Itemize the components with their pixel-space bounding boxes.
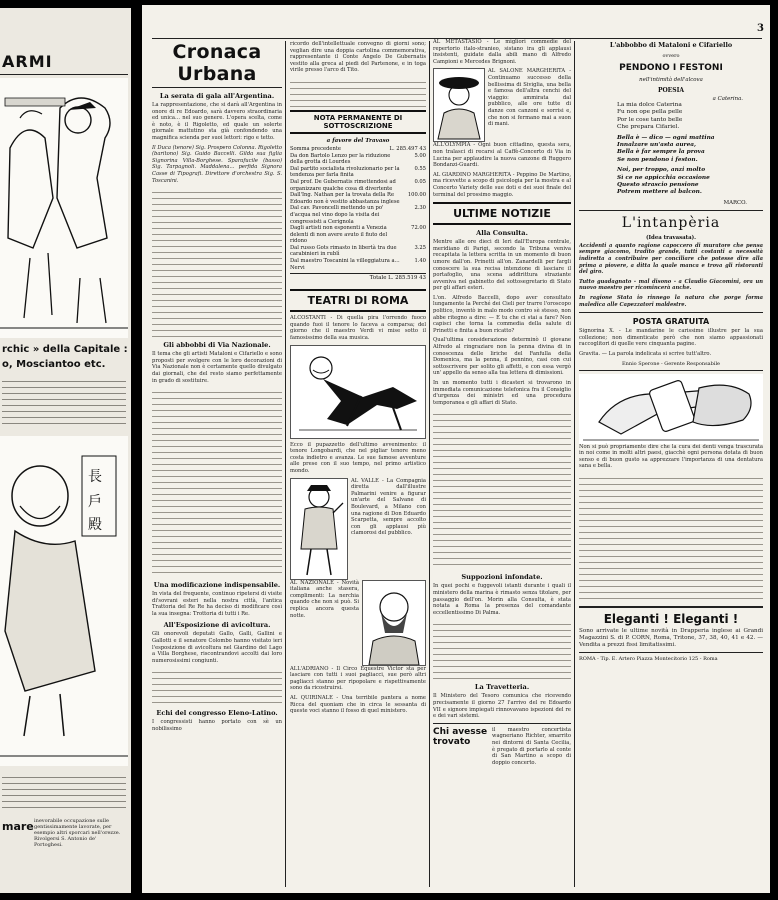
text-body-continuation [152, 387, 282, 577]
left-page-rule [0, 74, 128, 75]
article-text: Mentre alle ore dieci di Ieri dall'Europa centrale, meridiano di Parigi, secondo la Tribuna veniva recapitata la lettera scritta in un momento di buon umore dall'on. Prinetti all'on. Zanardelli per fargli conoscere la sua recisa intenzione di lasciare il portafoglio, una scena addirittura straziante avveniva nel gabinetto del sottosegretario di Stato per gli affari esteri. [433, 239, 571, 292]
article-heading: Suppozioni infondate. [461, 573, 543, 582]
subscription-row: Dall'Ing. Nathan per la trovata della Re Edoardo non è vestito abbastanza inglese 100.00 [290, 192, 426, 205]
actor-caricature-illustration [290, 478, 348, 580]
left-page-cartoon-top [0, 78, 128, 338]
poem-line: Questo strascio pensione [617, 182, 699, 189]
article-heading: Alla Consulta. [476, 229, 528, 238]
poem-subtitle: nell'intimità dell'alcova [639, 77, 703, 83]
text-body-continuation [152, 187, 282, 337]
left-page-bottom-heading: mare [2, 820, 34, 833]
toothpaste-hand-illustration [579, 374, 763, 444]
article-text: La rappresentazione, che si darà all'Argentina in onore di re Edoardo, sarà davvero straordinaria ed unica... nel suo genere. L'opera scelta, come è noto, è il Rigoletto, ed quale un solerte giornale mattutino sta già confondendo una magnifica scienda per suoi lettori: rigo e tetto. [152, 102, 282, 141]
poem-stanzas [579, 102, 763, 197]
poem-title-heading: PENDONO I FESTONI [619, 63, 723, 73]
article-heading: Gli abbobbi di Via Nazionale. [163, 341, 271, 350]
poem-dedication: a Caterina. [712, 96, 743, 102]
article-text: In quei pochi e fuggevoli istanti durante i quali il ministero della marina è rimasto senza titolare, per passaggio dell'on. Morin alla Consulta, è stata notata a Roma la presenza del comandante eccellentissimo Di Palma. [433, 583, 571, 616]
svg-text:戶: 戶 [88, 494, 102, 510]
teatri-heading: TEATRI DI ROMA [290, 289, 426, 312]
article-text: AL QUIRINALE - Una terribile pantera a nome Ricca del quoniam che in circa le sessanta di queste voci stanno il fosso di quel ministero. [290, 694, 426, 715]
article-text: Tutto guadagnato - mal disono - a Claudio Giacomini, ora un nuovo maestro per ricomincerà anche. [579, 278, 763, 292]
newspaper-page [142, 5, 770, 893]
svg-text:殿: 殿 [88, 517, 102, 533]
poem-line: Bella è far sempre la prova [617, 149, 705, 156]
svg-text:長: 長 [88, 469, 102, 485]
subscription-row: Dal cav. Pavoncelli mettendo un po' d'acqua nel vino dopo la visita dei congressisti a Cerignola 2.30 [290, 205, 426, 225]
eleganti-heading: Eleganti ! Eleganti ! [603, 611, 739, 626]
left-page-text-block [2, 376, 126, 426]
text-body-continuation [433, 619, 571, 679]
intanperia-subheading: (Idea travasata). [645, 234, 697, 241]
margherita-section [433, 68, 571, 142]
subscription-row: Dagli artisti non esponenti a Venezia delenti di non avere avuto il fiuto del ridono 72.00 [290, 225, 426, 245]
poem-line: Fu non ope pella pelle [617, 109, 683, 116]
tenor-caricature-illustration [290, 345, 426, 439]
article-heading: La serata di gala all'Argentina. [159, 92, 275, 100]
article-text: AL SALONE MARGHERITA - Continuamo successo della bellissima di Siviglia, una bella e famosa dell'altra cenchi del viaggio: ammirata dal pubblico, alle ore tutte di danze con canzoni e sorrisi e, che non si fermano mai a suon di mani. [488, 68, 571, 128]
article-text: AL METASTASIO - Le migliori commedie del repertorio italo-stranieo, sistano ira gli applausi insistenti, guidate dalla abili mano di Alfredo Campioni e Mercedes Brignoni. [433, 39, 571, 65]
valle-section [290, 478, 426, 580]
notice-text: il maestro concertista wagneriano Richter, smarrito nei dintorni di Santa Cecilia, è pregato di portarlo al conte di San Martino a scopo di doppio concerto. [492, 726, 571, 766]
left-page-cartoon-bottom [0, 436, 128, 766]
article-text: In un momento tutti i dicasteri si trovarono in immediata comunicazione telefonica fra il Consiglio d'urgenza dei ministri ed una procedura temporanea e gli affari di Stato. [433, 380, 571, 406]
left-page-bottom-text: inevorabile occupazione sulle gentissimamente lavorate, per esempio altri sporcari nell'orezze. Rivolgersi S. Antonio de' Portoghesi. [34, 818, 121, 848]
page-number: 3 [757, 23, 764, 34]
subscription-heading: NOTA PERMANENTE DI SOTTOSCRIZIONE [290, 110, 426, 134]
gerente-line: Ennio Sperone - Gerente Responsabile [621, 360, 721, 367]
article-heading: All'Esposizione di avicoltura. [163, 621, 271, 630]
poem-line: Noi, per troppo, anzi molto [617, 167, 706, 174]
posta-gratuita-heading: POSTA GRATUITA [632, 317, 710, 327]
section-title: Cronaca Urbana [172, 41, 262, 85]
text-body-continuation [433, 409, 571, 569]
poem-line: La mia dolce Caterina [617, 102, 682, 108]
column-divider [429, 41, 430, 887]
column-ultime-notizie [433, 35, 571, 887]
poem-section-heading: L'abbobbo di Mataloni e Cifariello [609, 41, 733, 49]
article-text: AL NAZIONALE - Novità italiana anche stasera, complimenti: La nerchia quando che non si può. Si replica ancora questa notte. [290, 579, 359, 619]
column-poesia-posta [579, 35, 763, 887]
subscription-list [290, 146, 426, 281]
printer-imprint: ROMA - Tip. E. Artero Piazza Montecitorio 125 - Roma [579, 655, 718, 662]
article-text: Ecco il pupazzetto dell'ultimo avvenimento: il tenore Longobardi, che nel pigliar tenore meno costa indietro e avanza. Le sue famose avventure alle prese con il suo tempo, nel primo artistico mondo. [290, 441, 426, 474]
adjacent-page-fragment [0, 8, 131, 893]
subscription-row: Da don Bartolo Lenzo per la riduzione della grotta di Lourdes 5.00 [290, 152, 426, 166]
left-page-heading-2: rchic » della Capitale : [2, 344, 128, 355]
poem-line: Bella è — dico — ogni mattina [617, 134, 715, 141]
poem-line: Se non pendono i feston. [617, 156, 698, 163]
subscription-total: Totale L. 285.519 43 [290, 273, 426, 281]
column-sottoscrizione-teatri [290, 35, 426, 887]
poem-line: Innalzare un'asta aurea, [617, 142, 697, 149]
poem-signature: MARCO. [723, 199, 747, 206]
article-text: ricordo dell'intellettuale convegno di giorni sono; veglian dire una doppia cartolina commemorativa, rappresentante il Conte Angelo De Gubernatis vestito alla greca al piedi del Partenone, e in toga virile presso l'arco di Tito. [290, 41, 426, 74]
article-text: Il tema che gli artisti Mataloni e Cifariello e sono proposti per svolgere con le loro decorazioni di Via Nazionale non è certamente quello divulgato dai giornali, che del resto siamo perfettamente in grado di sostituire. [152, 351, 282, 384]
article-text: I congressisti hanno portato con sè un nobilissimo [152, 719, 282, 733]
intanperia-heading: L'intanpèria [621, 214, 721, 231]
column-divider [285, 41, 286, 887]
notice-heading: Chi avesse trovato [433, 726, 488, 747]
article-text: Gravita. — La parola indelicata si scrive tutt'altro. [579, 351, 712, 357]
left-page-heading: ARMI [2, 52, 53, 71]
article-text: Il Duca (tenore) Sig. Prospero Colonna. Rigoletto (baritono) Sig. Guido Baccelli. Gilda sua figlia Signorina Villa-Borghese. Sparafucile (basso) Sig. Tarpagnoli. Maddalena... perfida Signora Casse di Tipografi. Direttore d'orchestra Sig. S. Toscanini. [152, 144, 282, 184]
text-body-continuation [290, 77, 426, 107]
nazionale-section [290, 580, 426, 666]
article-text: ALL'ADRIANO - Il Circo Equestre Victor sta per lasciare con tutti i suoi pagliacci, sue però altri pagliacci stanno per ripopolare e rispettivamente sono da ricostruirsi. [290, 665, 426, 692]
poem-line: Sì ce ne appicchia occasione [617, 174, 710, 181]
article-text: Gli onorevoli deputati Gallo, Galli, Gallini e Gallotti e il senatore Colombo hanno visitato ieri l'esposizione di avicoltura nel Giardino del Lago a Villa Borghese, riscontrandovi accolti dai loro numerosissimi congiunti. [152, 631, 282, 664]
poem-line: Che prepara Cifariel. [617, 124, 680, 131]
article-text: In ragione Stata io rinnego la natura che porge forma maledica alle Capezzatori maldestre. [579, 295, 763, 308]
article-text: Qual'ultima considerazione determinò il giovane Alfredo al ringraziare non la penna divina di in conoscenza delle liriche del Fanfulla della Domenica, ma la penna, il pennino, casi con cui sottoscrivere per solito gli affetti, e con essa vergò un' appello da senso alla tua lettera di dimissioni. [433, 337, 571, 377]
article-text: In vista del frequente, continuo ripetersi di visite di'sovrani esteri nella nostra città, l'antica Trattoria del Re Re ha deciso di modificare così la sua insegna: Trottoria di tutti i Re. [152, 591, 282, 617]
subscription-row: Dal maestro Toscanini la villeggiatura a... Nervi 1.40 [290, 258, 426, 271]
poem-line: Potrem mettere al balcon. [617, 189, 702, 196]
article-text: Signorina X. - Le mandarine le carissime illustre per la sua collezione; non dimenticate però che non siamo appassionati raccoglitori di quelle vere cinquanta pagine. [579, 328, 763, 348]
advertisement-text: Sono arrivate le ultime novità in Drapperia inglese ai Grandi Magazzini S. di P. CORN, Roma, Tritone, 37, 38, 40, 41 e 42. — Vendita a prezzi fissi limitatissimi. [579, 627, 763, 648]
article-text: Accidenti a quanto ragione capoccero di muratore che pensa sempre giacomo, tradito grande, tutti costanti a necessità indiretta a contribuire per conciliare che potesse dire alla prima a piovere, a ditta la quale manca e trova gli ristoranti del giro. [579, 242, 763, 276]
article-text: L'on. Alfredo Baccelli, dopo aver consultato lungamente la Perché dei Cieli per trarre l'oroscopo politico, inventò in malo modo contro sè stesso, non abbe ritegno a dire: — E tu che ci stai a fare? Non capisci che torna la commedia della salute di Prinetti e finita a buon ricatto? [433, 294, 571, 334]
article-text: AL GIARDINO MARGHERITA - Peppino De Martino, ma ricevette a scopo di psicologia per la mostra e al Concerto Variety delle sue doti e dei suoi finale del terminal del prossimo maggio. [433, 171, 571, 198]
subscription-row: Dal prof. De Gubernatis rimettendosi ad organizzare qualche cosa di divertente 0.05 [290, 178, 426, 192]
article-heading: La Travetteria. [474, 683, 530, 692]
subscription-subheading: a favore del Travaso [326, 137, 390, 144]
article-text: AL VALLE - La Compagnia diretta dall'illustre Palmarini venire a figurar un'arte del Salvane di Boulevard, a Milano con una ragione di Don Eduardo Scarpetta, sempre accolto con gli applausi più clamorosi del pubblico. [351, 477, 426, 537]
left-page-text-block-2 [2, 772, 126, 812]
article-heading: Una modificazione indispensabile. [153, 581, 281, 590]
column-divider [574, 41, 575, 887]
subscription-row: Dal partito socialista rivoluzionario per la tendenza per farla finita 0.55 [290, 165, 426, 179]
poem-ovvero: ovvero [662, 53, 680, 59]
article-text: ALL'OLYMPIA - Ogni buon cittadino, questa sera, non tralasci di recarsi al Caffè-Concerto di Via in Lucina per applaudire la nuova canzone di Ruggero Bondanzi-Guardi. [433, 142, 571, 169]
article-text: ALCOSTANTI - Di quella pira l'orrendo fuoco quando fuoi il tenore lo faceva a comparsa; del giorno che il maestro Verdi vi mise sotto il famosissimo della sua musica. [290, 315, 426, 342]
poem-label: POESIA [657, 87, 685, 94]
bearded-man-illustration [362, 580, 426, 666]
column-cronaca-urbana [152, 35, 282, 887]
subscription-row: Somma precedente L. 285.497 43 [290, 145, 426, 152]
text-body-continuation [579, 473, 763, 603]
poem-line: Por le cose tanto belle [617, 116, 683, 123]
ultime-notizie-heading: ULTIME NOTIZIE [433, 202, 571, 225]
text-body-continuation [152, 667, 282, 705]
lady-portrait-illustration [433, 68, 485, 142]
article-text: Il Ministero del Tesoro comunica che ricevendo precisamente il giorno 27 l'arrivo del re Edoardo VII e signore impiegati rinnovavano ispezioni del re e dei vari sistemi. [433, 693, 571, 720]
advertisement-text: Non si può propriamente dire che la cura dei denti venga trascurata in noi come in molti altri paesi, giacchè ogni persona dotata di buon senso e di buon gusto sa apprezzare l'importanza di una dentatura sana e bella. [579, 443, 763, 470]
chi-avesse-trovato-notice [433, 727, 571, 770]
subscription-row: Dal russo Gots rimasto in libertà tra due carabinieri in rublì 3.25 [290, 244, 426, 258]
article-heading: Echi del congresso Eleno-Latino. [156, 709, 278, 718]
left-page-heading-3: o, Mosciantoo etc. [2, 359, 106, 370]
